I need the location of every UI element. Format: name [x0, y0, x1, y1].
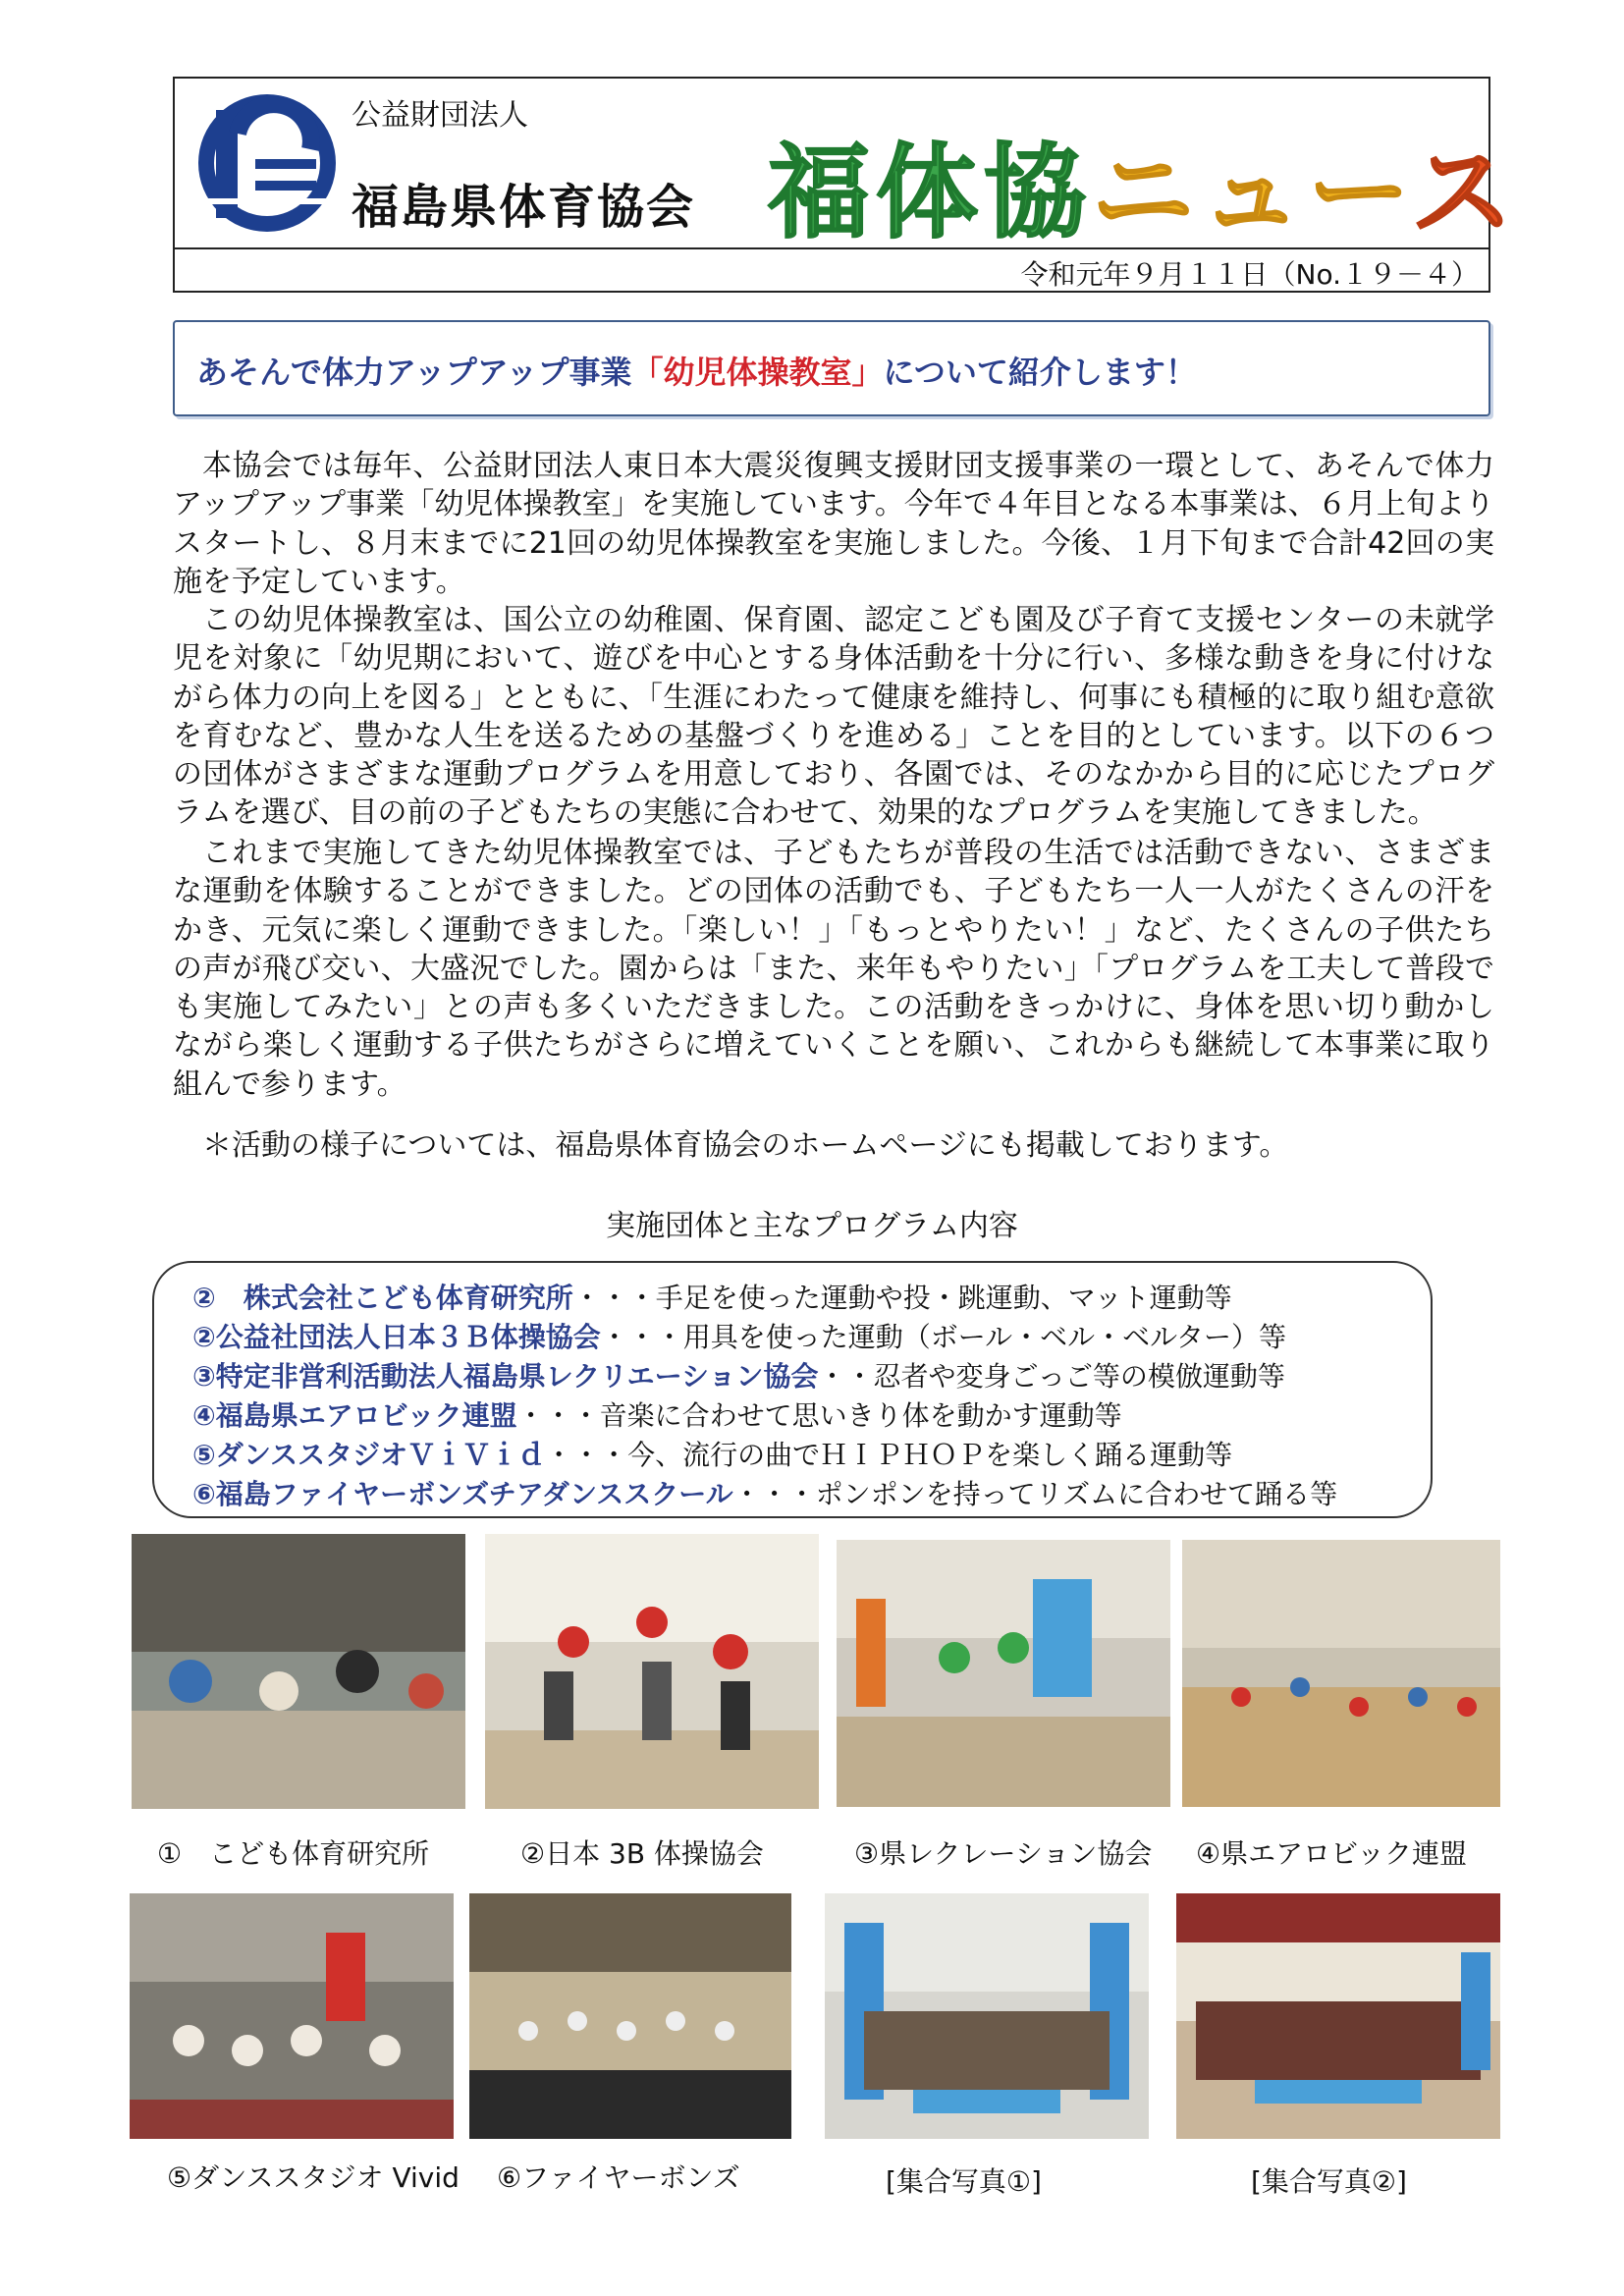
- program-desc: ・・・用具を使った運動（ボール・ベル・ベルター）等: [600, 1321, 1287, 1353]
- homepage-note: ＊活動の様子については、福島県体育協会のホームページにも掲載しております。: [202, 1128, 1289, 1163]
- program-desc: ・・・今、流行の曲でＨＩＰＨＯＰを楽しく踊る運動等: [545, 1439, 1233, 1471]
- org-name: 福島県体育協会: [352, 180, 696, 235]
- program-item: [192, 1434, 1232, 1473]
- caption-group-2: [集合写真②]: [1251, 2165, 1407, 2198]
- program-desc: ・・・音楽に合わせて思いきり体を動かす運動等: [516, 1399, 1122, 1432]
- photo-firebonds: [469, 1893, 791, 2139]
- headline-highlight: 「幼児体操教室」: [631, 354, 884, 391]
- photo-3b-taiso: [485, 1534, 819, 1809]
- caption-group-1: [集合写真①]: [886, 2165, 1042, 2198]
- program-item: [192, 1355, 1285, 1394]
- caption-photo-3: ③県レクレーション協会: [854, 1837, 1153, 1870]
- photo-vivid: [130, 1893, 454, 2139]
- body-paragraph-3: これまで実施してきた幼児体操教室では、子どもたちが普段の生活では活動できない、さまざまな運動を体験することができました。どの団体の活動でも、子どもたち一人一人がたくさんの汗をかき、元気に楽しく運動できました。「楽しい！」「もっとやりたい！」など、たくさんの子供たちの声が飛び交い、大盛況でした。園からは「また、来年もやりたい」「プログラムを工夫して普段でも実施してみたい」との声も多くいただきました。この活動をきっかけに、身体を思い切り動かしながら楽しく運動する子供たちがさらに増えていくことを願い、これからも継続して本事業に取り組んで参ります。: [173, 836, 1494, 1102]
- newsletter-title: [768, 110, 1519, 257]
- program-section-title: 実施団体と主なプログラム内容: [606, 1209, 1018, 1243]
- headline-prefix: あそんで体力アップアップ事業: [196, 354, 632, 391]
- program-item: [192, 1473, 1337, 1512]
- program-item: [192, 1394, 1122, 1434]
- body-paragraph-2: この幼児体操教室は、国公立の幼稚園、保育園、認定こども園及び子育て支援センターの未就学児を対象に「幼児期において、遊びを中心とする身体活動を十分に行い、多様な動きを身に付けながら体力の向上を図る」とともに、「生涯にわたって健康を維持し、何事にも積極的に取り組む意欲を育むなど、豊かな人生を送るための基盤づくりを進める」ことを目的としています。以下の６つの団体がさまざまな運動プログラムを用意しており、各園では、そのなかから目的に応じたプログラムを選び、目の前の子どもたちの実態に合わせて、効果的なプログラムを実施してきました。: [173, 603, 1494, 831]
- photo-aerobic: [1182, 1540, 1500, 1807]
- photo-group-2: [1176, 1893, 1500, 2139]
- issue-date: 令和元年９月１１日（No.１９－４）: [1020, 258, 1479, 291]
- program-desc: ・・・手足を使った運動や投・跳運動、マット運動等: [572, 1282, 1232, 1314]
- headline: [196, 348, 1197, 393]
- program-desc: ・・・ポンポンを持ってリズムに合わせて踊る等: [732, 1478, 1338, 1510]
- newsletter-title-part3: ス: [1410, 133, 1519, 252]
- body-paragraph-1: 本協会では毎年、公益財団法人東日本大震災復興支援財団支援事業の一環として、あそんで体力アップアップ事業「幼児体操教室」を実施しています。今年で４年目となる本事業は、６月上旬よりスタートし、８月末までに21回の幼児体操教室を実施しました。今後、１月下旬まで合計42回の実施を予定しています。: [173, 449, 1494, 599]
- program-desc: ・・忍者や変身ごっご等の模倣運動等: [818, 1360, 1285, 1393]
- photo-recreation: [837, 1540, 1170, 1807]
- program-org: ⑤ダンススタジオＶｉＶｉｄ: [192, 1439, 546, 1471]
- org-type-label: 公益財団法人: [352, 98, 528, 133]
- photo-group-1: [825, 1893, 1149, 2139]
- caption-photo-4: ④県エアロビック連盟: [1196, 1837, 1467, 1870]
- caption-photo-1: ① こども体育研究所: [157, 1837, 430, 1870]
- program-org: ④福島県エアロビック連盟: [192, 1399, 517, 1432]
- headline-suffix: について紹介します！: [883, 354, 1197, 391]
- program-org: ⑥福島ファイヤーボンズチアダンススクール: [192, 1478, 733, 1510]
- photo-kodomo-taiiku: [132, 1534, 465, 1809]
- association-logo-icon: [194, 90, 340, 236]
- program-org: ② 株式会社こども体育研究所: [192, 1282, 573, 1314]
- program-org: ②公益社団法人日本３Ｂ体操協会: [192, 1321, 601, 1353]
- program-item: [192, 1316, 1286, 1355]
- program-item: [192, 1277, 1232, 1316]
- newsletter-title-part1: 福体協: [768, 133, 1093, 252]
- caption-photo-2: ②日本 3B 体操協会: [520, 1837, 764, 1870]
- caption-photo-5: ⑤ダンススタジオ Vivid: [167, 2161, 460, 2194]
- newsletter-title-part2: ニュー: [1092, 133, 1411, 252]
- caption-photo-6: ⑥ファイヤーボンズ: [497, 2161, 740, 2194]
- program-org: ③特定非営利活動法人福島県レクリエーション協会: [192, 1360, 819, 1393]
